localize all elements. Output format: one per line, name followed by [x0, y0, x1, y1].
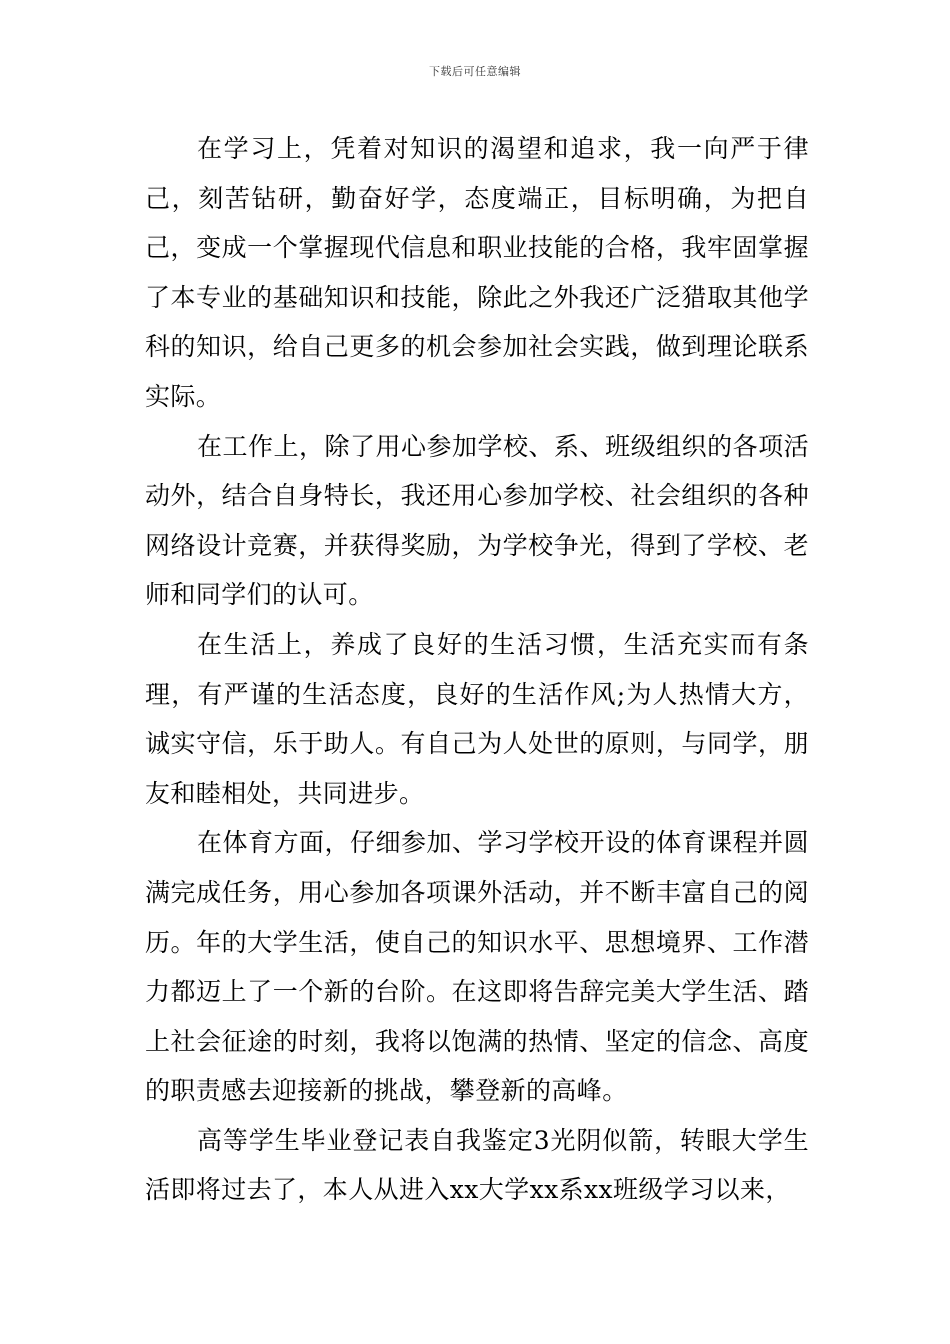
paragraph-life: 在生活上，养成了良好的生活习惯，生活充实而有条理，有严谨的生活态度，良好的生活作风;为人热情大方，诚实守信，乐于助人。有自己为人处世的原则，与同学，朋友和睦相处，共同进步。	[145, 629, 809, 808]
page-header: 下载后可任意编辑	[429, 65, 521, 78]
document-body	[145, 124, 809, 1215]
paragraph-work: 在工作上，除了用心参加学校、系、班级组织的各项活动外，结合自身特长，我还用心参加学校、社会组织的各种网络设计竞赛，并获得奖励，为学校争光，得到了学校、老师和同学们的认可。	[145, 431, 809, 610]
paragraph-sports: 在体育方面，仔细参加、学习学校开设的体育课程并圆满完成任务，用心参加各项课外活动，并不断丰富自己的阅历。年的大学生活，使自己的知识水平、思想境界、工作潜力都迈上了一个新的台阶。在这即将告辞完美大学生活、踏上社会征途的时刻，我将以饱满的热情、坚定的信念、高度的职责感去迎接新的挑战，攀登新的高峰。	[145, 828, 809, 1106]
paragraph-study: 在学习上，凭着对知识的渴望和追求，我一向严于律己，刻苦钻研，勤奋好学，态度端正，目标明确，为把自己，变成一个掌握现代信息和职业技能的合格，我牢固掌握了本专业的基础知识和技能，除此之外我还广泛猎取其他学科的知识，给自己更多的机会参加社会实践，做到理论联系实际。	[145, 134, 809, 411]
paragraph-self-appraisal: 高等学生毕业登记表自我鉴定3光阴似箭，转眼大学生活即将过去了，本人从进入xx大学xx系xx班级学习以来，	[145, 1125, 809, 1205]
